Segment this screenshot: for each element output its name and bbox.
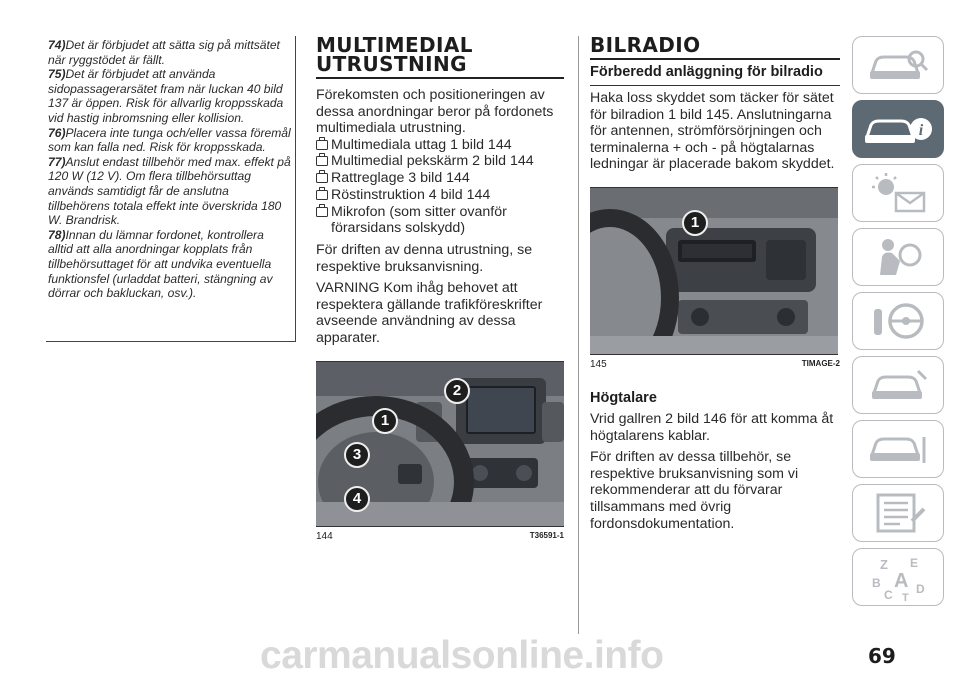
radio-subtitle: Förberedd anläggning för bilradio <box>590 64 823 80</box>
svg-text:i: i <box>918 122 924 139</box>
tab-car-wrench[interactable] <box>852 356 944 414</box>
tab-steering-key[interactable] <box>852 292 944 350</box>
callout-3: 3 <box>344 442 370 468</box>
radio-para-1: Haka loss skyddet som täcker för sätet för bilradion 1 bild 145. Anslutningarna för antennen, strömförsörjningen och terminalerna + och - på högtalarnas ledningar är placerade bakom skyddet. <box>590 90 835 173</box>
note-78: 78)Innan du lämnar fordonet, kontrollera alltid att alla anordningar kopplats från tillbehörsuttaget för att undvika eventuella funktionsfel (urladdat batteri, stängning av dörrar och bakluckan, osv.). <box>48 227 273 301</box>
svg-text:A: A <box>894 570 909 592</box>
specs-list-icon <box>866 491 930 535</box>
figure-145-caption: 145 TIMAGE-2 <box>590 358 840 370</box>
option-icon <box>316 173 328 183</box>
svg-text:E: E <box>910 556 919 570</box>
steering-key-icon <box>866 299 930 343</box>
svg-text:C: C <box>884 588 893 601</box>
figure-145 <box>590 187 838 355</box>
note-74: 74)Det är förbjudet att sätta sig på mittsätet när ryggstödet är fällt. <box>48 38 280 67</box>
multimedia-section <box>316 33 564 542</box>
chapter-tabs <box>852 36 948 612</box>
list-item: Röstinstruktion 4 bild 144 <box>316 187 564 204</box>
watermark: carmanualsonline.info <box>260 634 664 677</box>
option-icon <box>316 140 328 150</box>
callout-2: 2 <box>444 378 470 404</box>
tab-airbag[interactable] <box>852 228 944 286</box>
multimedia-title: MULTIMEDIAL UTRUSTNING <box>316 33 473 76</box>
column-divider <box>578 36 579 634</box>
tab-car-search[interactable] <box>852 36 944 94</box>
option-icon <box>316 207 328 217</box>
tab-warning-lights[interactable] <box>852 164 944 222</box>
subtitle-rule <box>590 85 840 86</box>
page-number: 69 <box>868 644 896 668</box>
note-75: 75)Det är förbjudet att använda sidopassagerarsätet fram när luckan 40 bild 137 är öppen. Risk för allvarlig kroppsskada vid hastig inbromsning eller kollision. <box>48 67 284 125</box>
radio-para-3: För driften av dessa tillbehör, se respektive bruksanvisning som vi rekommenderar att du förvarar tillsammans med övrig fordonsdokumentation. <box>590 449 799 532</box>
car-wrench-icon <box>866 365 930 405</box>
speakers-title: Högtalare <box>590 389 657 406</box>
figure-144-caption: 144 T36591-1 <box>316 530 564 542</box>
note-76: 76)Placera inte tunga och/eller vassa föremål som kan falla ned. Risk för kroppsskada. <box>48 125 291 155</box>
notes-box <box>46 36 296 342</box>
note-77: 77)Anslut endast tillbehör med max. effekt på 120 W (12 V). Om flera tillbehörsuttag används samtidigt får de anslutna tillbehörens totala effekt inte överskrida 180 W. Brandrisk. <box>48 154 291 228</box>
multimedia-para-2: VARNING Kom ihåg behovet att respektera gällande trafikföreskrifter avseende användning av dessa apparater. <box>316 280 543 346</box>
tab-specs-list[interactable] <box>852 484 944 542</box>
radio-title: BILRADIO <box>590 33 701 57</box>
list-item: Multimedial pekskärm 2 bild 144 <box>316 153 564 170</box>
tab-alphabet-index[interactable] <box>852 548 944 606</box>
svg-text:Z: Z <box>880 557 888 572</box>
figure-144 <box>316 361 564 527</box>
list-item: Mikrofon (som sitter ovanför förarsidans solskydd) <box>316 204 564 237</box>
tab-car-parking[interactable] <box>852 420 944 478</box>
car-search-icon <box>866 45 930 85</box>
radio-para-2: Vrid gallren 2 bild 146 för att komma åt högtalarens kablar. <box>590 410 834 444</box>
multimedia-intro: Förekomsten och positioneringen av dessa anordningar beror på fordonets multimediala utrustning. <box>316 87 554 137</box>
title-rule <box>316 77 564 79</box>
warning-lights-icon <box>866 171 930 215</box>
airbag-icon <box>866 235 930 279</box>
car-parking-icon <box>866 429 930 469</box>
svg-text:T: T <box>902 592 909 601</box>
tab-car-info[interactable] <box>852 100 944 158</box>
list-item: Rattreglage 3 bild 144 <box>316 170 564 187</box>
title-rule <box>590 58 840 60</box>
svg-text:D: D <box>916 582 925 596</box>
svg-text:B: B <box>872 576 881 590</box>
multimedia-para-1: För driften av denna utrustning, se respektive bruksanvisning. <box>316 242 533 275</box>
radio-section <box>590 33 840 537</box>
option-icon <box>316 190 328 200</box>
option-icon <box>316 156 328 166</box>
car-info-icon <box>863 109 933 149</box>
callout-4: 4 <box>344 486 370 512</box>
alphabet-index-icon <box>866 553 930 601</box>
list-item: Multimediala uttag 1 bild 144 <box>316 137 564 154</box>
radio-slot-photo <box>590 188 838 354</box>
callout-1: 1 <box>682 210 708 236</box>
callout-1: 1 <box>372 408 398 434</box>
